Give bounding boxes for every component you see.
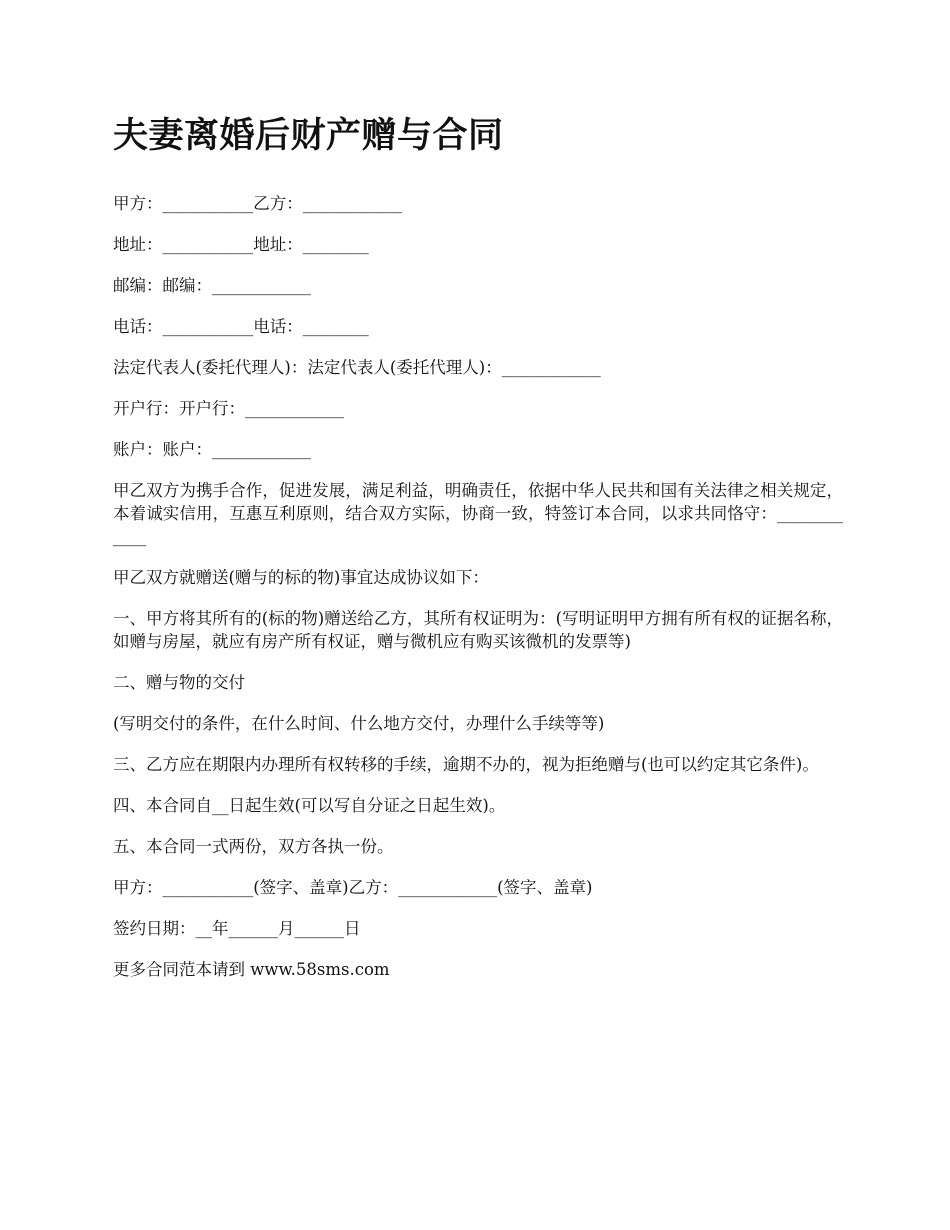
footer-note: 更多合同范本请到 www.58sms.com [113, 960, 390, 979]
address-line: 地址：___________地址：________ [113, 235, 369, 254]
clause-2-detail: (写明交付的条件，在什么时间、什么地方交付，办理什么手续等等) [113, 714, 605, 733]
bank-line: 开户行：开户行：____________ [113, 399, 344, 418]
signing-date-line: 签约日期：__年______月______日 [113, 919, 361, 938]
clause-5: 五、本合同一式两份，双方各执一份。 [113, 837, 394, 856]
legal-representative-line: 法定代表人(委托代理人)：法定代表人(委托代理人)：____________ [113, 358, 601, 377]
document-page [113, 108, 843, 999]
clause-1: 一、甲方将其所有的(标的物)赠送给乙方，其所有权证明为：(写明证明甲方拥有所有权的证据名称，如赠与房屋，就应有房产所有权证，赠与微机应有购买该微机的发票等) [113, 609, 843, 651]
account-line: 账户：账户：____________ [113, 440, 311, 459]
phone-line: 电话：___________电话：________ [113, 317, 369, 336]
signature-line: 甲方：___________(签字、盖章)乙方：____________(签字、盖章) [113, 878, 593, 897]
clause-3: 三、乙方应在期限内办理所有权转移的手续，逾期不办的，视为拒绝赠与(也可以约定其它条件)。 [113, 755, 819, 774]
clause-2-heading: 二、赠与物的交付 [113, 673, 245, 692]
document-title: 夫妻离婚后财产赠与合同 [113, 115, 504, 156]
clause-4: 四、本合同自__日起生效(可以写自分证之日起生效)。 [113, 796, 506, 815]
party-names-line: 甲方：___________乙方：____________ [113, 194, 402, 213]
agreement-intro: 甲乙双方就赠送(赠与的标的物)事宜达成协议如下： [113, 568, 489, 587]
preamble-paragraph: 甲乙双方为携手合作，促进发展，满足利益，明确责任，依据中华人民共和国有关法律之相关规定，本着诚实信用，互惠互利原则，结合双方实际，协商一致，特签订本合同，以求共同恪守：____________ [113, 481, 843, 546]
postcode-line: 邮编：邮编：____________ [113, 276, 311, 295]
